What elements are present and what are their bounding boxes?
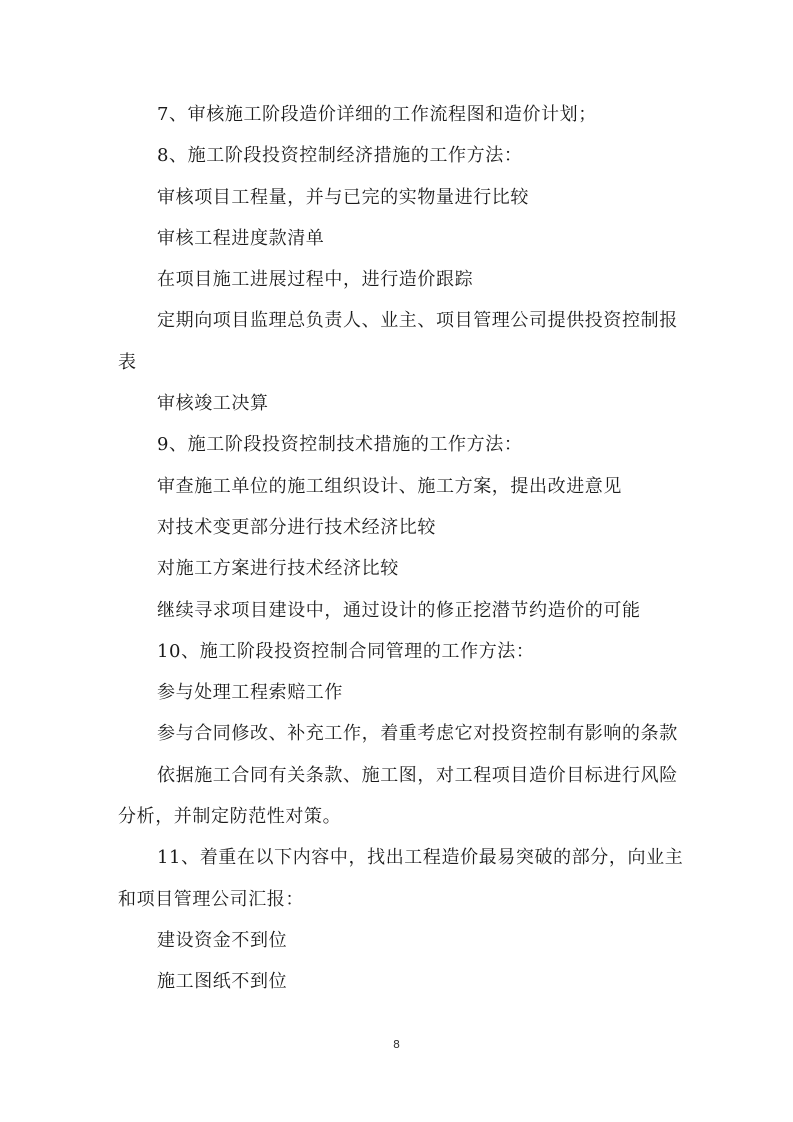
text-line: 继续寻求项目建设中，通过设计的修正挖潜节约造价的可能 — [157, 599, 641, 621]
text-line: 施工图纸不到位 — [157, 971, 288, 993]
text-line: 参与处理工程索赔工作 — [157, 682, 343, 704]
text-line: 审查施工单位的施工组织设计、施工方案，提出改进意见 — [157, 475, 622, 497]
text-line: 参与合同修改、补充工作，着重考虑它对投资控制有影响的条款 — [157, 723, 678, 745]
text-line: 对技术变更部分进行技术经济比较 — [157, 516, 436, 538]
section-heading: 11、着重在以下内容中，找出工程造价最易突破的部分，向业主 — [157, 847, 684, 869]
text-line: 分析，并制定防范性对策。 — [118, 806, 342, 828]
document-body — [118, 100, 684, 1009]
section-heading: 10、施工阶段投资控制合同管理的工作方法： — [157, 640, 535, 662]
text-line: 依据施工合同有关条款、施工图，对工程项目造价目标进行风险 — [157, 764, 678, 786]
text-line: 定期向项目监理总负责人、业主、项目管理公司提供投资控制报 — [157, 310, 678, 332]
text-line: 在项目施工进展过程中，进行造价跟踪 — [157, 269, 474, 291]
text-line: 7、审核施工阶段造价详细的工作流程图和造价计划； — [157, 104, 597, 125]
text-line: 表 — [118, 351, 137, 373]
section-heading: 8、施工阶段投资控制经济措施的工作方法： — [157, 145, 523, 167]
text-line: 审核竣工决算 — [157, 393, 269, 415]
section-heading: 9、施工阶段投资控制技术措施的工作方法： — [157, 434, 523, 456]
page-number: 8 — [393, 1038, 400, 1051]
text-line: 对施工方案进行技术经济比较 — [157, 558, 399, 580]
text-line: 审核工程进度款清单 — [157, 227, 325, 249]
text-line: 审核项目工程量，并与已完的实物量进行比较 — [157, 186, 529, 208]
text-line: 建设资金不到位 — [157, 929, 288, 951]
text-line: 和项目管理公司汇报： — [118, 888, 304, 910]
